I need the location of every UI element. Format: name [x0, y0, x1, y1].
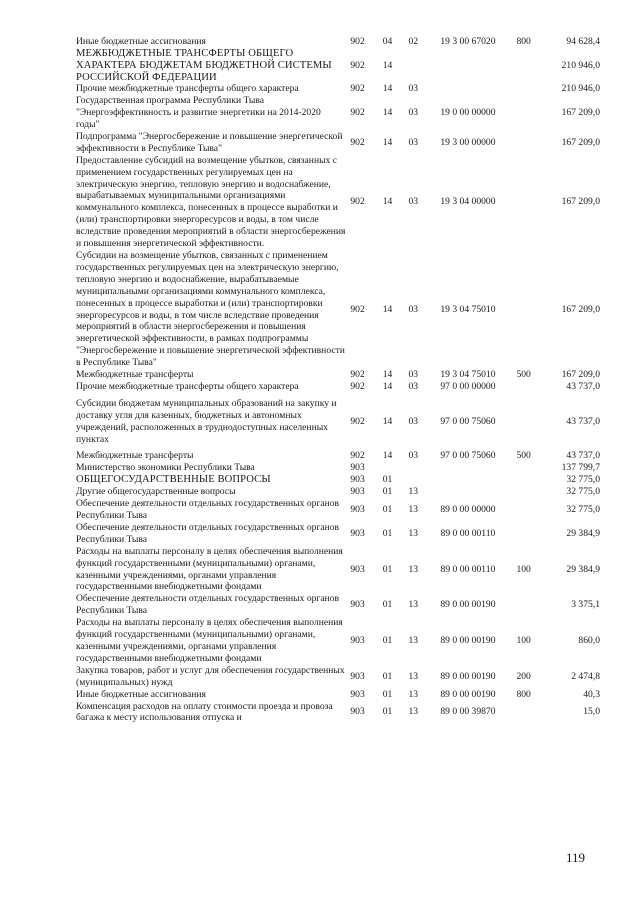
table-row — [76, 155, 600, 250]
row-section-code: 01 — [382, 474, 393, 486]
row-ved-code: 903 — [350, 563, 365, 575]
row-target-code: 97 0 00 75060 — [440, 415, 496, 427]
row-section-code: 01 — [382, 563, 393, 575]
table-row — [76, 48, 600, 83]
row-section-code: 14 — [382, 59, 393, 71]
row-section-code: 14 — [382, 369, 393, 381]
row-subsection-code: 13 — [408, 706, 419, 718]
row-name: Прочие межбюджетные трансферты общего характера — [76, 380, 299, 392]
row-name: Иные бюджетные ассигнования — [76, 688, 206, 700]
row-subsection-code: 03 — [408, 107, 419, 119]
table-row — [76, 450, 600, 462]
row-subsection-code: 03 — [408, 136, 419, 148]
row-expense-type-code — [509, 48, 538, 83]
row-expense-type-code: 800 — [516, 688, 531, 700]
row-expense-type-code: 500 — [516, 369, 531, 381]
row-section-code: 01 — [382, 504, 393, 516]
row-subsection-code: 13 — [408, 486, 419, 498]
row-target-code: 89 0 00 00190 — [440, 635, 496, 647]
row-sum: 3 375,1 — [571, 599, 600, 611]
row-ved-code: 903 — [350, 462, 365, 474]
row-expense-type-code — [509, 83, 538, 95]
row-sum: 167 209,0 — [561, 136, 600, 148]
row-sum: 43 737,0 — [566, 415, 600, 427]
row-section-code: 01 — [382, 670, 393, 682]
row-ved-code: 902 — [350, 415, 365, 427]
row-name: Предоставление субсидий на возмещение убытков, связанных с применением государственных регулируемых цен на электрическую энергию, тепловую энергию и водоснабжение, вырабатываемых муниципальными организациями коммунального комплекса, понесенных в процессе выработки и (или) транспортировки энергоресурсов и воды, в том числе вследствие проведения мероприятий в области энергосбережения и повышения энергетической эффективности. — [76, 154, 346, 250]
row-sum: 32 775,0 — [566, 504, 600, 516]
row-subsection-code — [400, 48, 427, 83]
row-target-code: 89 0 00 00190 — [440, 599, 496, 611]
row-expense-type-code — [509, 593, 538, 617]
table-row — [76, 701, 600, 725]
row-target-code — [427, 48, 510, 83]
row-subsection-code — [400, 474, 427, 486]
row-section-code: 01 — [382, 486, 393, 498]
row-subsection-code: 03 — [408, 303, 419, 315]
row-section-code: 14 — [382, 107, 393, 119]
table-row — [76, 617, 600, 665]
row-name: Субсидии бюджетам муниципальных образований на закупку и доставку угля для казенных, бюджетных и автономных учреждений, расположенных в труднодоступных населенных пунктах — [76, 397, 337, 445]
row-ved-code: 903 — [350, 527, 365, 539]
row-section-code: 14 — [382, 196, 393, 208]
table-row — [76, 486, 600, 498]
row-expense-type-code: 100 — [516, 635, 531, 647]
table-row — [76, 36, 600, 48]
row-section-code — [375, 462, 400, 474]
row-target-code: 19 0 00 00000 — [440, 107, 496, 119]
row-expense-type-code — [509, 131, 538, 155]
row-target-code: 97 0 00 00000 — [440, 380, 496, 392]
table-row — [76, 95, 600, 131]
row-sum: 29 384,9 — [566, 527, 600, 539]
row-expense-type-code: 800 — [516, 36, 531, 47]
row-expense-type-code — [509, 474, 538, 486]
row-subsection-code: 02 — [408, 36, 419, 47]
row-name: Расходы на выплаты персоналу в целях обеспечения выполнения функций государственными (муниципальными) органами, казенными учреждениями, органами управления государственными внебюджетными фондами — [76, 617, 343, 664]
row-target-code: 19 3 00 67020 — [440, 36, 496, 47]
row-target-code: 19 3 04 75010 — [440, 303, 496, 315]
table-row — [76, 83, 600, 95]
row-sum: 210 946,0 — [561, 59, 600, 71]
row-target-code: 19 3 04 75010 — [440, 369, 496, 381]
row-section-code: 14 — [382, 83, 393, 95]
row-target-code: 89 0 00 00110 — [440, 563, 496, 575]
row-ved-code: 902 — [350, 380, 365, 392]
row-expense-type-code — [509, 155, 538, 250]
row-sum: 29 384,9 — [566, 563, 600, 575]
row-subsection-code: 13 — [408, 688, 419, 700]
row-subsection-code: 03 — [408, 380, 419, 392]
row-name: Компенсация расходов на оплату стоимости проезда и провоза багажа к месту использования отпуска и — [76, 700, 333, 724]
row-target-code: 19 3 04 00000 — [440, 196, 496, 208]
row-subsection-code — [400, 462, 427, 474]
row-subsection-code: 13 — [408, 504, 419, 516]
row-expense-type-code: 500 — [516, 450, 531, 462]
row-sum: 167 209,0 — [561, 196, 600, 208]
row-name: Обеспечение деятельности отдельных государственных органов Республики Тыва — [76, 593, 340, 617]
row-sum: 43 737,0 — [566, 450, 600, 462]
row-name: Расходы на выплаты персоналу в целях обеспечения выполнения функций государственными (муниципальными) органами, казенными учреждениями, органами управления государственными внебюджетными фондами — [76, 545, 343, 593]
row-section-code: 14 — [382, 136, 393, 148]
table-row — [76, 131, 600, 155]
row-name: Подпрограмма "Энергосбережение и повышение энергетической эффективности в Республике Тыва" — [76, 130, 343, 154]
row-target-code: 89 0 00 00190 — [440, 688, 496, 700]
row-target-code: 89 0 00 00190 — [440, 670, 496, 682]
table-row — [76, 474, 600, 486]
row-ved-code: 903 — [350, 486, 365, 498]
row-section-code: 14 — [382, 380, 393, 392]
row-sum: 43 737,0 — [566, 380, 600, 392]
row-ved-code: 902 — [350, 303, 365, 315]
row-expense-type-code — [509, 398, 538, 451]
row-expense-type-code — [509, 522, 538, 546]
row-sum: 137 799,7 — [561, 462, 600, 474]
table-row — [76, 665, 600, 689]
row-subsection-code: 13 — [408, 670, 419, 682]
row-name: Государственная программа Республики Тыва "Энергоэффективность и развитие энергетики на 2014-2020 годы" — [76, 95, 321, 131]
budget-table — [76, 36, 600, 724]
row-section-code: 01 — [382, 688, 393, 700]
table-row — [76, 498, 600, 522]
table-row — [76, 462, 600, 474]
row-expense-type-code — [509, 486, 538, 498]
row-expense-type-code — [509, 462, 538, 474]
row-sum: 40,3 — [583, 688, 600, 700]
table-row — [76, 369, 600, 381]
row-target-code: 89 0 00 39870 — [440, 706, 496, 718]
row-name: Обеспечение деятельности отдельных государственных органов Республики Тыва — [76, 521, 340, 545]
row-name: Другие общегосударственные вопросы — [76, 486, 236, 498]
row-sum: 2 474,8 — [571, 670, 600, 682]
row-section-code: 14 — [382, 303, 393, 315]
row-target-code — [427, 486, 510, 498]
row-name: Межбюджетные трансферты — [76, 369, 194, 381]
row-name: ОБЩЕГОСУДАРСТВЕННЫЕ ВОПРОСЫ — [76, 474, 271, 486]
row-ved-code: 902 — [350, 450, 365, 462]
row-ved-code: 902 — [350, 107, 365, 119]
row-ved-code: 902 — [350, 196, 365, 208]
row-sum: 167 209,0 — [561, 369, 600, 381]
row-sum: 167 209,0 — [561, 107, 600, 119]
row-ved-code: 902 — [350, 59, 365, 71]
row-target-code: 97 0 00 75060 — [440, 450, 496, 462]
row-subsection-code: 13 — [408, 599, 419, 611]
row-section-code: 01 — [382, 635, 393, 647]
table-row — [76, 546, 600, 594]
row-subsection-code: 03 — [408, 450, 419, 462]
row-ved-code: 903 — [350, 635, 365, 647]
row-ved-code: 903 — [350, 706, 365, 718]
row-name: Межбюджетные трансферты — [76, 450, 194, 462]
page-number: 119 — [566, 850, 586, 865]
row-subsection-code: 13 — [408, 527, 419, 539]
row-section-code: 04 — [382, 36, 393, 47]
row-ved-code: 902 — [350, 369, 365, 381]
row-expense-type-code — [509, 498, 538, 522]
row-sum: 210 946,0 — [561, 83, 600, 95]
table-row — [76, 593, 600, 617]
row-expense-type-code — [509, 701, 538, 725]
row-name: Иные бюджетные ассигнования — [76, 36, 206, 47]
row-ved-code: 903 — [350, 504, 365, 516]
table-row — [76, 522, 600, 546]
row-expense-type-code — [509, 381, 538, 398]
row-section-code: 14 — [382, 415, 393, 427]
row-ved-code: 902 — [350, 83, 365, 95]
row-subsection-code: 13 — [408, 635, 419, 647]
row-section-code: 14 — [382, 450, 393, 462]
row-ved-code: 903 — [350, 599, 365, 611]
row-name: МЕЖБЮДЖЕТНЫЕ ТРАНСФЕРТЫ ОБЩЕГО ХАРАКТЕРА БЮДЖЕТАМ БЮДЖЕТНОЙ СИСТЕМЫ РОССИЙСКОЙ ФЕДЕРАЦИИ — [76, 47, 332, 83]
row-section-code: 01 — [382, 706, 393, 718]
row-target-code: 89 0 00 00000 — [440, 504, 496, 516]
row-sum: 94 628,4 — [566, 36, 600, 47]
row-subsection-code: 03 — [408, 196, 419, 208]
table-row — [76, 250, 600, 369]
row-sum: 860,0 — [578, 635, 600, 647]
row-expense-type-code: 100 — [516, 563, 531, 575]
row-expense-type-code: 200 — [516, 670, 531, 682]
row-name: Закупка товаров, работ и услуг для обеспечения государственных (муниципальных) нужд — [76, 664, 345, 688]
row-sum: 15,0 — [583, 706, 600, 718]
row-name: Субсидии на возмещение убытков, связанных с применением государственных регулируемых цен на электрическую энергию, тепловую энергию и водоснабжение, вырабатываемые муниципальными организациями коммунального комплекса, понесенных в процессе выработки и (или) транспортировки энергоресурсов и воды, в том числе вследствие проведения мероприятий в области энергосбережения и повышения энергетической эффективности, в рамках подпрограммы "Энергосбережение и повышение энергетической эффективности в Республике Тыва" — [76, 249, 345, 369]
row-name: Обеспечение деятельности отдельных государственных органов Республики Тыва — [76, 498, 340, 522]
row-sum: 32 775,0 — [566, 486, 600, 498]
row-ved-code: 902 — [350, 36, 365, 47]
budget-rows — [76, 36, 600, 724]
row-sum: 167 209,0 — [561, 303, 600, 315]
row-expense-type-code — [509, 250, 538, 369]
row-subsection-code: 03 — [408, 369, 419, 381]
row-ved-code: 903 — [350, 688, 365, 700]
row-sum: 32 775,0 — [566, 474, 600, 486]
row-target-code — [427, 83, 510, 95]
table-row — [76, 689, 600, 701]
row-expense-type-code — [509, 95, 538, 131]
row-target-code: 19 3 00 00000 — [440, 136, 496, 148]
table-row — [76, 381, 600, 398]
row-target-code — [427, 474, 510, 486]
row-ved-code: 903 — [350, 670, 365, 682]
row-subsection-code: 03 — [408, 83, 419, 95]
row-subsection-code: 03 — [408, 415, 419, 427]
row-ved-code: 903 — [350, 474, 365, 486]
row-section-code: 01 — [382, 527, 393, 539]
row-name: Прочие межбюджетные трансферты общего характера — [76, 83, 299, 95]
row-target-code — [427, 462, 510, 474]
row-ved-code: 902 — [350, 136, 365, 148]
budget-sheet — [76, 36, 600, 724]
row-subsection-code: 13 — [408, 563, 419, 575]
row-name: Министерство экономики Республики Тыва — [76, 462, 255, 474]
table-row — [76, 398, 600, 451]
row-section-code: 01 — [382, 599, 393, 611]
row-target-code: 89 0 00 00110 — [440, 527, 496, 539]
